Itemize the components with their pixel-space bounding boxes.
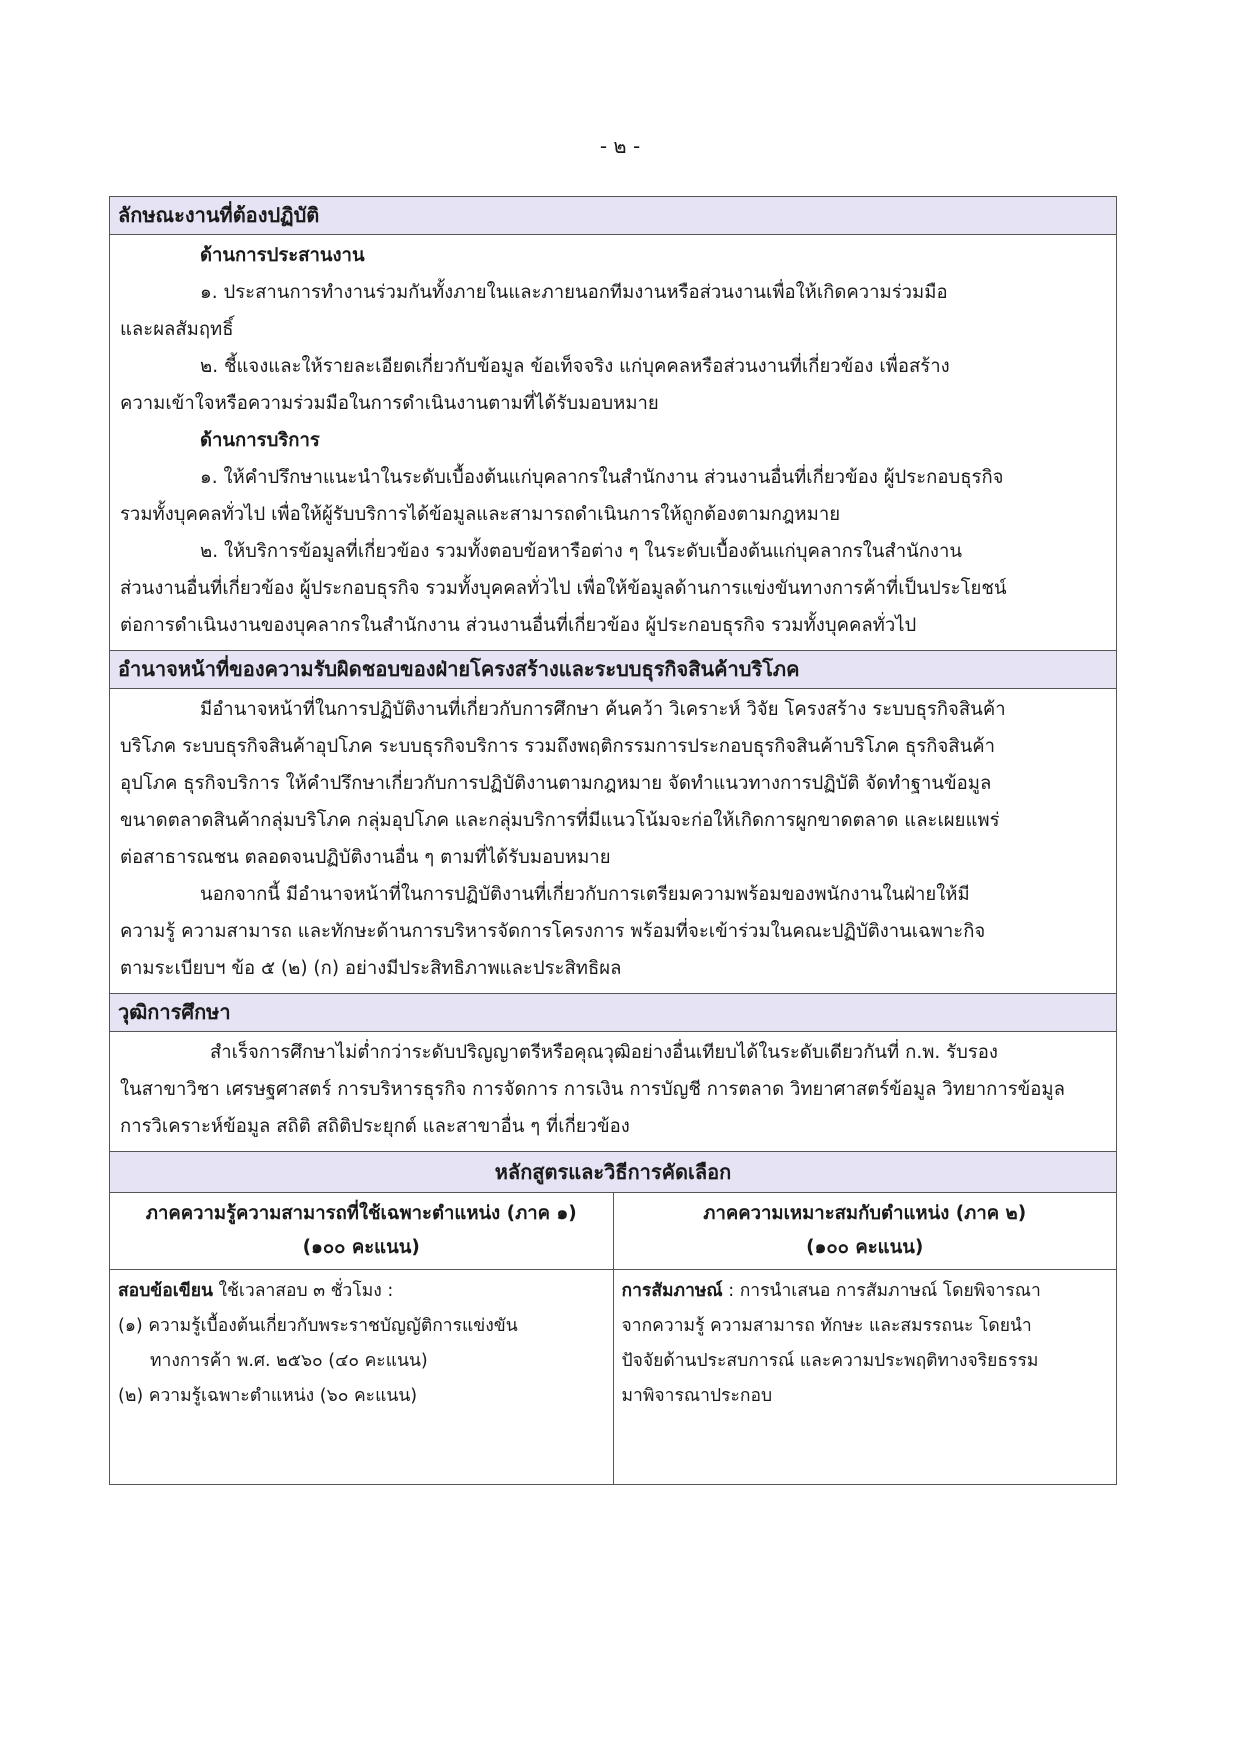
- authority-line: ต่อสาธารณชน ตลอดจนปฏิบัติงานอื่น ๆ ตามที่ได้รับมอบหมาย: [120, 847, 611, 868]
- part2-line: ปัจจัยด้านประสบการณ์ และความประพฤติทางจริยธรรม: [621, 1351, 1039, 1371]
- authority-line: ตามระเบียบฯ ข้อ ๕ (๒) (ก) อย่างมีประสิทธิภาพและประสิทธิผล: [120, 958, 622, 979]
- coordination-subheading: ด้านการประสานงาน: [200, 245, 365, 266]
- authority-section: [109, 650, 1117, 993]
- service-line: ส่วนงานอื่นที่เกี่ยวข้อง ผู้ประกอบธุรกิจ รวมทั้งบุคคลทั่วไป เพื่อให้ข้อมูลด้านการแข่งขันทางการค้าที่เป็นประโยชน์: [120, 578, 1007, 599]
- part1-method-label: สอบข้อเขียน: [118, 1281, 213, 1301]
- authority-line: นอกจากนี้ มีอำนาจหน้าที่ในการปฏิบัติงานที่เกี่ยวกับการเตรียมความพร้อมของพนักงานในฝ่ายให้มี: [200, 884, 970, 905]
- part2-method: [622, 1274, 1109, 1309]
- part2-method-label: การสัมภาษณ์: [621, 1281, 723, 1301]
- authority-line: บริโภค ระบบธุรกิจสินค้าอุปโภค ระบบธุรกิจบริการ รวมถึงพฤติกรรมการประกอบธุรกิจสินค้าบริโภค ธุรกิจสินค้า: [120, 736, 995, 757]
- authority-heading: อำนาจหน้าที่ของความรับผิดชอบของฝ่ายโครงสร้างและระบบธุรกิจสินค้าบริโภค: [110, 651, 1116, 689]
- part1-detail: [110, 1270, 614, 1485]
- service-line: ๒. ให้บริการข้อมูลที่เกี่ยวข้อง รวมทั้งตอบข้อหารือต่าง ๆ ในระดับเบื้องต้นแก่บุคลากรในสำนักงาน: [200, 541, 962, 562]
- service-subheading: ด้านการบริการ: [200, 430, 320, 451]
- part2-score: (๑๐๐ คะแนน): [806, 1237, 924, 1258]
- part1-method-text: ใช้เวลาสอบ ๓ ชั่วโมง :: [212, 1281, 394, 1301]
- part2-detail: [613, 1270, 1117, 1485]
- duties-heading: ลักษณะงานที่ต้องปฏิบัติ: [110, 197, 1116, 235]
- part1-item-1: (๑) ความรู้เบื้องต้นเกี่ยวกับพระราชบัญญัติการแข่งขัน: [118, 1316, 518, 1336]
- service-line: รวมทั้งบุคคลทั่วไป เพื่อให้ผู้รับบริการได้ข้อมูลและสามารถดำเนินการให้ถูกต้องตามกฎหมาย: [120, 504, 841, 525]
- part1-item-2: (๒) ความรู้เฉพาะตำแหน่ง (๖๐ คะแนน): [118, 1386, 418, 1406]
- service-line: ๑. ให้คำปรึกษาแนะนำในระดับเบื้องต้นแก่บุคลากรในสำนักงาน ส่วนงานอื่นที่เกี่ยวข้อง ผู้ประกอบธุรกิจ: [200, 467, 1004, 488]
- part2-line: มาพิจารณาประกอบ: [621, 1386, 773, 1406]
- part2-header: [613, 1193, 1117, 1270]
- part2-line: จากความรู้ ความสามารถ ทักษะ และสมรรถนะ โดยนำ: [621, 1316, 1032, 1336]
- coordination-line: และผลสัมฤทธิ์: [120, 319, 234, 340]
- selection-title: หลักสูตรและวิธีการคัดเลือก: [110, 1152, 1117, 1193]
- page-number: - ๒ -: [599, 134, 641, 158]
- coordination-line: ๑. ประสานการทำงานร่วมกันทั้งภายในและภายนอกทีมงานหรือส่วนงานเพื่อให้เกิดความร่วมมือ: [200, 282, 948, 303]
- authority-line: ความรู้ ความสามารถ และทักษะด้านการบริหารจัดการโครงการ พร้อมที่จะเข้าร่วมในคณะปฏิบัติงานเฉพาะกิจ: [120, 921, 986, 942]
- authority-line: อุปโภค ธุรกิจบริการ ให้คำปรึกษาเกี่ยวกับการปฏิบัติงานตามกฎหมาย จัดทำแนวทางการปฏิบัติ จัดทำฐานข้อมูล: [120, 773, 992, 794]
- selection-table: [109, 1151, 1117, 1485]
- qualification-section: [109, 993, 1117, 1151]
- part1-item-1-cont: ทางการค้า พ.ศ. ๒๕๖๐ (๔๐ คะแนน): [150, 1351, 428, 1371]
- qualification-line: ในสาขาวิชา เศรษฐศาสตร์ การบริหารธุรกิจ การจัดการ การเงิน การบัญชี การตลาด วิทยาศาสตร์ข้อมูล วิทยาการข้อมูล: [120, 1079, 1065, 1100]
- duties-section: [109, 196, 1117, 650]
- part2-method-text: : การนำเสนอ การสัมภาษณ์ โดยพิจารณา: [722, 1281, 1041, 1301]
- qualification-line: การวิเคราะห์ข้อมูล สถิติ สถิติประยุกต์ และสาขาอื่น ๆ ที่เกี่ยวข้อง: [120, 1116, 630, 1137]
- coordination-line: ๒. ชี้แจงและให้รายละเอียดเกี่ยวกับข้อมูล ข้อเท็จจริง แก่บุคคลหรือส่วนงานที่เกี่ยวข้อง เพื่อสร้าง: [200, 356, 950, 377]
- qualification-heading: วุฒิการศึกษา: [110, 994, 1116, 1032]
- part1-heading: ภาคความรู้ความสามารถที่ใช้เฉพาะตำแหน่ง (ภาค ๑): [145, 1203, 577, 1224]
- part2-heading: ภาคความเหมาะสมกับตำแหน่ง (ภาค ๒): [703, 1203, 1027, 1224]
- part1-method: [118, 1274, 605, 1309]
- authority-line: ขนาดตลาดสินค้ากลุ่มบริโภค กลุ่มอุปโภค และกลุ่มบริการที่มีแนวโน้มจะก่อให้เกิดการผูกขาดตลาด และเผยแพร่: [120, 810, 1000, 831]
- coordination-line: ความเข้าใจหรือความร่วมมือในการดำเนินงานตามที่ได้รับมอบหมาย: [120, 393, 659, 414]
- authority-line: มีอำนาจหน้าที่ในการปฏิบัติงานที่เกี่ยวกับการศึกษา ค้นคว้า วิเคราะห์ วิจัย โครงสร้าง ระบบธุรกิจสินค้า: [200, 699, 1006, 720]
- qualification-line: สำเร็จการศึกษาไม่ต่ำกว่าระดับปริญญาตรีหรือคุณวุฒิอย่างอื่นเทียบได้ในระดับเดียวกันที่ ก.พ. รับรอง: [210, 1042, 998, 1063]
- document-body: [109, 196, 1117, 1485]
- part1-header: [110, 1193, 614, 1270]
- part1-score: (๑๐๐ คะแนน): [302, 1237, 420, 1258]
- service-line: ต่อการดำเนินงานของบุคลากรในสำนักงาน ส่วนงานอื่นที่เกี่ยวข้อง ผู้ประกอบธุรกิจ รวมทั้งบุคคลทั่วไป: [120, 615, 917, 636]
